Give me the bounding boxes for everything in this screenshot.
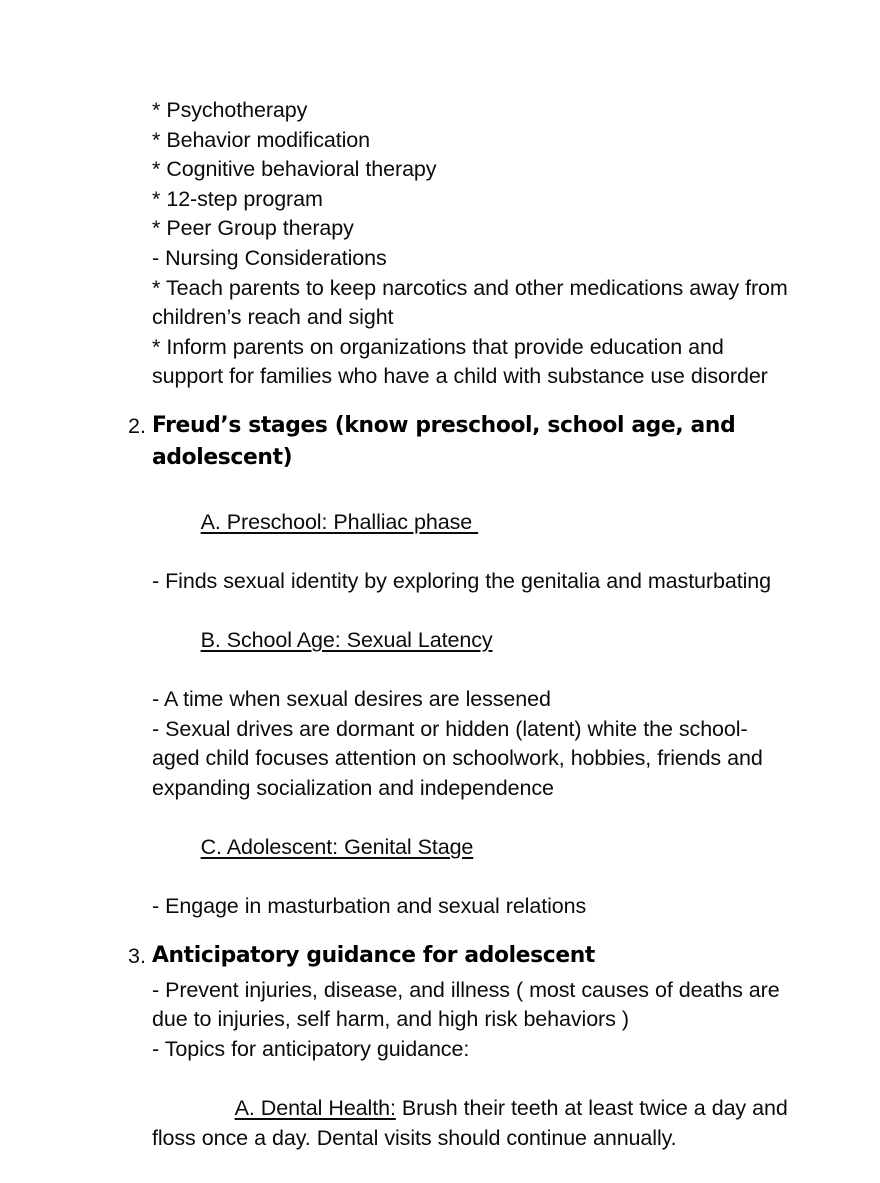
text-adolescent-description: - Engage in masturbation and sexual relations [152, 894, 587, 919]
bullet-peer-group-therapy: * Peer Group therapy [152, 216, 354, 241]
text-school-age-desires-lessened: - A time when sexual desires are lessened [152, 687, 551, 712]
label-preschool-phallic-phase [152, 478, 788, 567]
label-adolescent-genital-stage-text: C. Adolescent: Genital Stage [200, 835, 474, 860]
bullet-nursing-considerations: - Nursing Considerations [152, 245, 387, 270]
list-item-2 [128, 410, 788, 474]
bullet-cognitive-behavioral-therapy: * Cognitive behavioral therapy [152, 157, 437, 182]
label-school-age-sexual-latency [152, 596, 788, 685]
list-number-2: 2. [128, 413, 146, 438]
list-item-3 [128, 940, 788, 972]
bullet-psychotherapy: * Psychotherapy [152, 98, 308, 122]
text-dental-health-detail: Brush their teeth at least twice a day and floss once a day. Dental visits should continue annually. [152, 1096, 794, 1150]
list-number-3: 3. [128, 943, 146, 968]
heading-freuds-stages: Freud’s stages (know preschool, school age, and adolescent) [152, 412, 736, 470]
text-prevent-injuries: - Prevent injuries, disease, and illness ( most causes of deaths are due to injuries, self harm, and high risk behaviors ) [152, 977, 786, 1032]
label-school-age-sexual-latency-text: B. School Age: Sexual Latency [200, 627, 493, 652]
item-2-body [128, 478, 788, 922]
text-preschool-description: - Finds sexual identity by exploring the genitalia and masturbating [152, 568, 771, 593]
document-content [128, 96, 794, 1183]
bullet-teach-parents-narcotics: * Teach parents to keep narcotics and other medications away from children’s reach and sight [152, 275, 794, 330]
bullet-12-step-program: * 12-step program [152, 186, 323, 211]
text-topics-for-guidance: - Topics for anticipatory guidance: [152, 1037, 470, 1062]
label-adolescent-genital-stage [152, 803, 788, 892]
text-dental-health [152, 1065, 794, 1183]
spacer [128, 392, 788, 410]
bullet-behavior-modification: * Behavior modification [152, 127, 370, 152]
spacer [128, 922, 788, 940]
item-3-body [128, 976, 794, 1183]
label-dental-health: A. Dental Health: [234, 1096, 396, 1121]
text-school-age-latent-drives: - Sexual drives are dormant or hidden (latent) white the school-aged child focuses attention on schoolwork, hobbies, friends and expanding socialization and independence [152, 716, 769, 800]
intro-bullet-list [128, 96, 794, 392]
bullet-inform-parents-organizations: * Inform parents on organizations that provide education and support for families who have a child with substance use disorder [152, 334, 768, 389]
heading-anticipatory-guidance: Anticipatory guidance for adolescent [152, 942, 595, 968]
label-preschool-phallic-phase-text: A. Preschool: Phalliac phase [200, 509, 479, 534]
